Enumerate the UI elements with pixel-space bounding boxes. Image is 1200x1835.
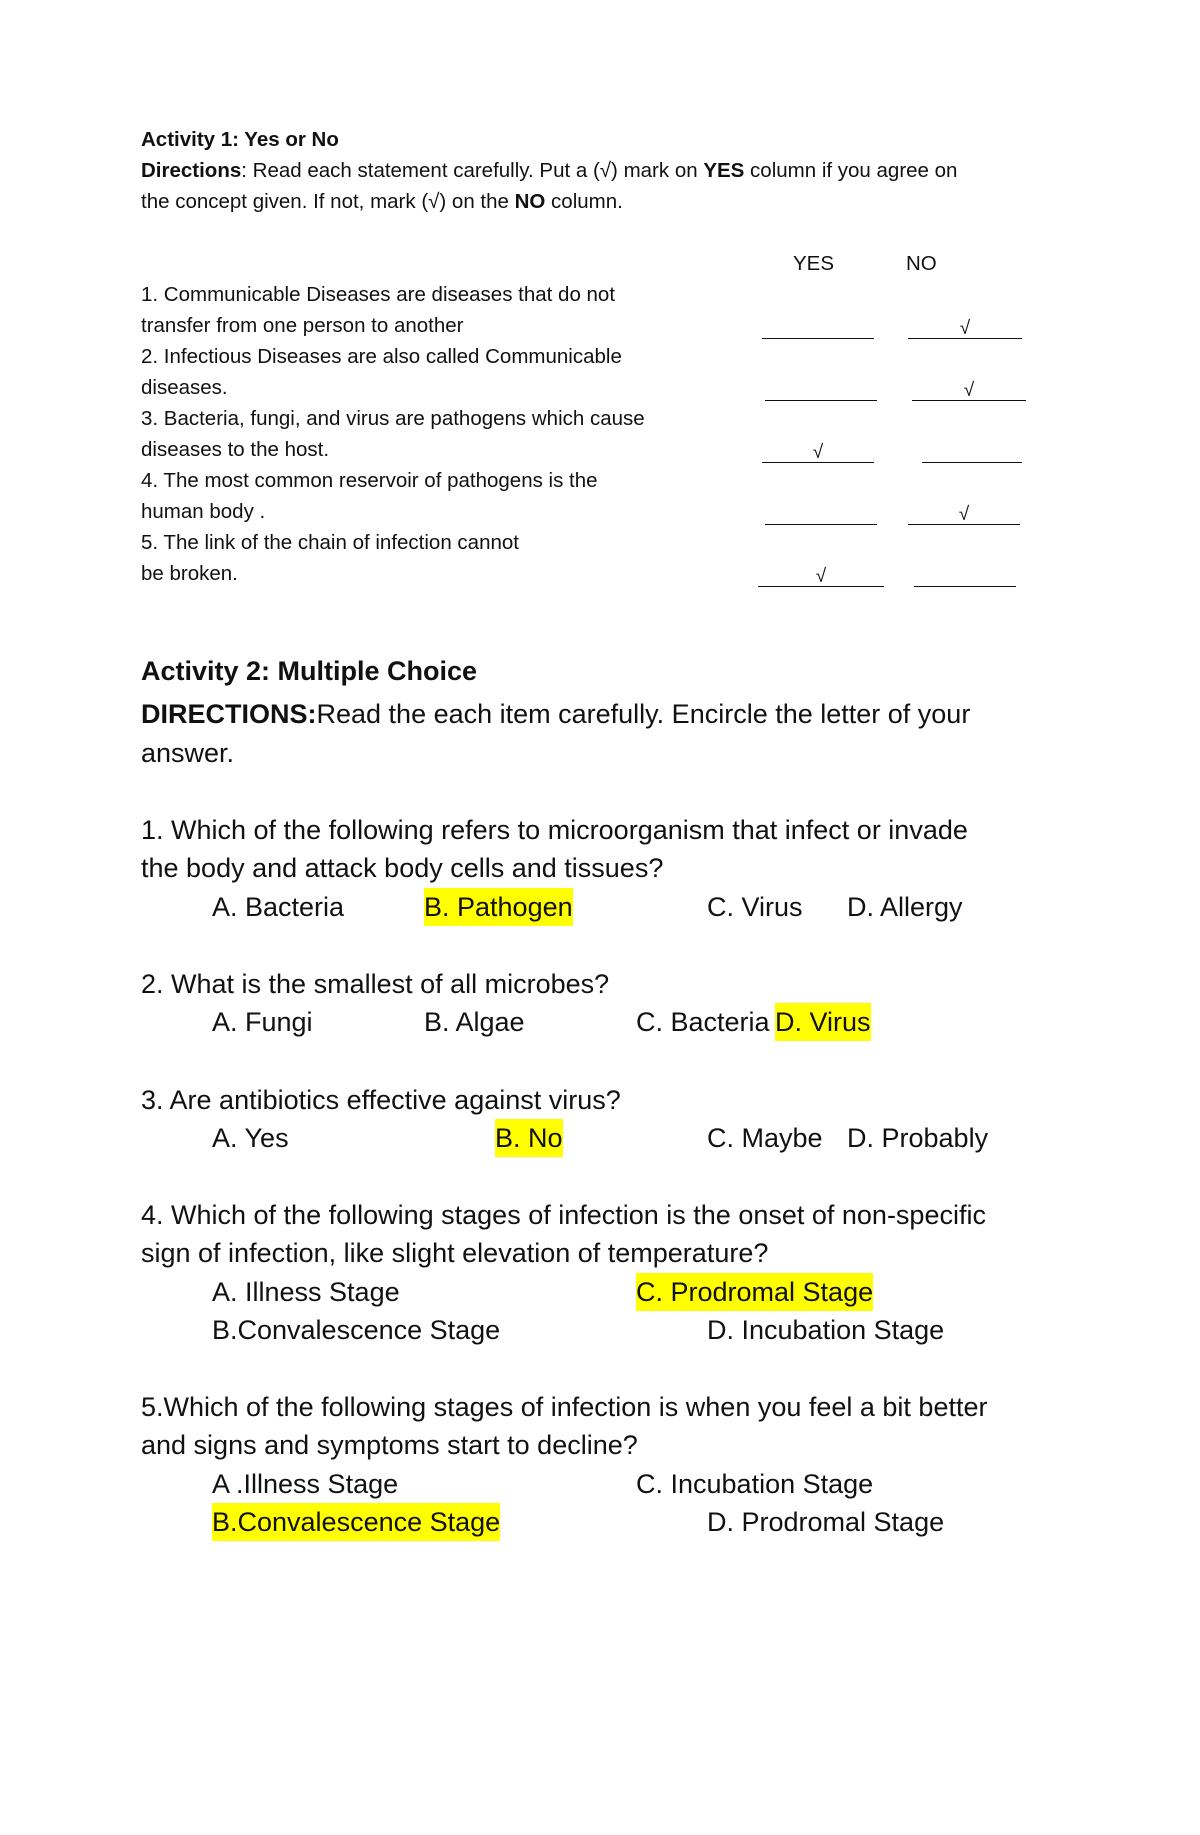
directions-text-4: column. [545, 190, 623, 213]
question-5-option-c[interactable]: C. Incubation Stage [636, 1469, 874, 1499]
statement-4-no-mark: √ [958, 504, 970, 525]
statement-3-line1: 3. Bacteria, fungi, and virus are pathogens which cause [141, 407, 645, 430]
statement-1-line2: transfer from one person to another [141, 314, 464, 337]
question-4-line2: sign of infection, like slight elevation of temperature? [141, 1238, 769, 1268]
activity2-directions-text: Read the each item carefully. Encircle the letter of your [316, 699, 971, 729]
activity1-title: Activity 1: Yes or No [141, 128, 339, 151]
question-4-option-b[interactable]: B.Convalescence Stage [212, 1315, 501, 1345]
question-3-option-b[interactable]: B. No [495, 1119, 563, 1157]
question-5-option-d[interactable]: D. Prodromal Stage [707, 1507, 945, 1537]
question-1-line2: the body and attack body cells and tissues? [141, 853, 664, 883]
question-2-option-d[interactable]: D. Virus [775, 1003, 871, 1041]
activity2-directions-line2: answer. [141, 738, 235, 768]
directions-text-2: column if you agree on [744, 159, 958, 182]
question-5-line1: 5.Which of the following stages of infection is when you feel a bit better [141, 1392, 988, 1422]
question-1-option-d[interactable]: D. Allergy [847, 892, 963, 922]
question-1-line1: 1. Which of the following refers to microorganism that infect or invade [141, 815, 968, 845]
statement-3-no-blank[interactable] [922, 442, 1022, 463]
directions-no-word: NO [514, 190, 546, 213]
question-1-option-c[interactable]: C. Virus [707, 892, 803, 922]
activity1-directions-line1 [141, 155, 957, 186]
statement-3-yes-mark: √ [812, 442, 824, 463]
question-4-line1: 4. Which of the following stages of infection is the onset of non-specific [141, 1200, 986, 1230]
statement-2-line2: diseases. [141, 376, 228, 399]
statement-4-line2: human body . [141, 500, 266, 523]
question-2-line1: 2. What is the smallest of all microbes? [141, 969, 610, 999]
statement-4-no-blank[interactable] [908, 504, 1020, 525]
activity1-directions-line2 [141, 186, 623, 217]
statement-2-yes-blank[interactable] [765, 380, 877, 401]
question-1-option-b[interactable]: B. Pathogen [424, 888, 573, 926]
statement-5-yes-blank[interactable] [758, 566, 884, 587]
question-5-option-b[interactable]: B.Convalescence Stage [212, 1503, 500, 1541]
question-3-line1: 3. Are antibiotics effective against virus? [141, 1085, 621, 1115]
statement-2-line1: 2. Infectious Diseases are also called Communicable [141, 345, 622, 368]
activity2-directions-label: DIRECTIONS: [141, 699, 317, 729]
statement-3-line2: diseases to the host. [141, 438, 330, 461]
directions-label: Directions [141, 159, 242, 182]
statement-5-yes-mark: √ [815, 566, 827, 587]
question-5-line2: and signs and symptoms start to decline? [141, 1430, 638, 1460]
directions-text-1: : Read each statement carefully. Put a (√) mark on [241, 159, 704, 182]
statement-4-line1: 4. The most common reservoir of pathogens is the [141, 469, 598, 492]
column-header-yes: YES [793, 252, 835, 275]
question-3-option-c[interactable]: C. Maybe [707, 1123, 823, 1153]
statement-2-no-blank[interactable] [912, 380, 1026, 401]
statement-3-yes-blank[interactable] [762, 442, 874, 463]
statement-5-no-blank[interactable] [914, 566, 1016, 587]
column-header-no: NO [906, 252, 937, 275]
question-5-option-a[interactable]: A .Illness Stage [212, 1469, 399, 1499]
question-2-option-c[interactable]: C. Bacteria [636, 1007, 770, 1037]
statement-1-line1: 1. Communicable Diseases are diseases that do not [141, 283, 616, 306]
activity2-title: Activity 2: Multiple Choice [141, 656, 478, 686]
directions-text-3: the concept given. If not, mark (√) on the [141, 190, 515, 213]
question-3-option-d[interactable]: D. Probably [847, 1123, 989, 1153]
question-4-option-d[interactable]: D. Incubation Stage [707, 1315, 945, 1345]
question-2-option-b[interactable]: B. Algae [424, 1007, 525, 1037]
statement-1-yes-blank[interactable] [762, 318, 874, 339]
statement-5-line1: 5. The link of the chain of infection cannot [141, 531, 519, 554]
question-4-option-c[interactable]: C. Prodromal Stage [636, 1273, 873, 1311]
statement-5-line2: be broken. [141, 562, 238, 585]
question-3-option-a[interactable]: A. Yes [212, 1123, 289, 1153]
question-4-option-a[interactable]: A. Illness Stage [212, 1277, 400, 1307]
question-1-option-a[interactable]: A. Bacteria [212, 892, 345, 922]
statement-1-no-blank[interactable] [908, 318, 1022, 339]
activity2-directions-line1 [141, 695, 970, 733]
directions-yes-word: YES [703, 159, 745, 182]
statement-4-yes-blank[interactable] [765, 504, 877, 525]
statement-1-no-mark: √ [959, 318, 971, 339]
question-2-option-a[interactable]: A. Fungi [212, 1007, 313, 1037]
statement-2-no-mark: √ [963, 380, 975, 401]
